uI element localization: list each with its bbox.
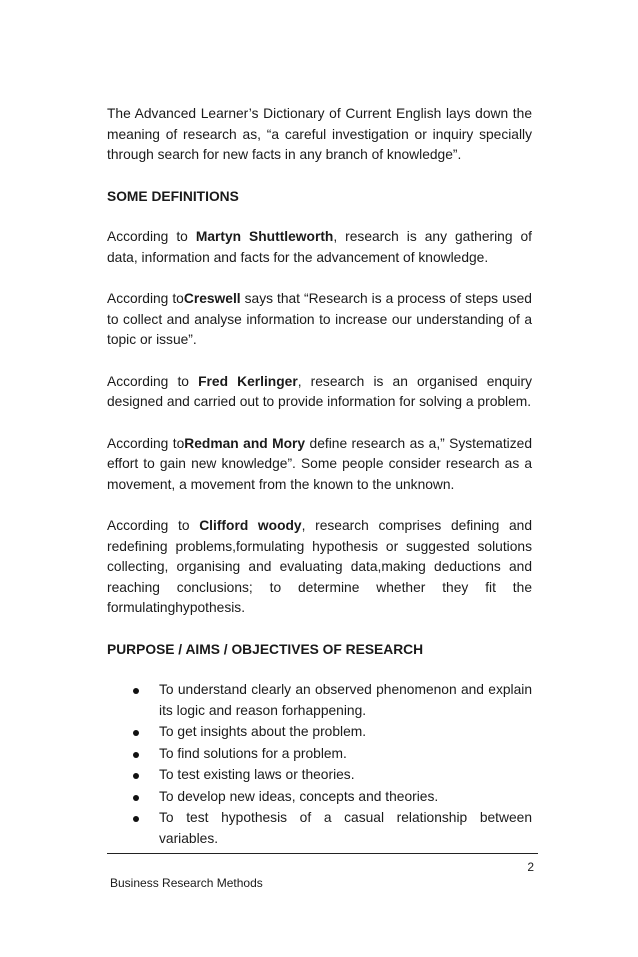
definition-text: , research is an organised enquiry designed and carried out to provide information for solving a problem. xyxy=(107,373,532,409)
definition-text: says that “Research is a process of steps used to collect and analyse information to increase our understanding of a topic or issue”. xyxy=(107,291,532,347)
footer-divider xyxy=(107,853,538,854)
definition-lead: According to xyxy=(107,435,185,451)
definition-lead: According to xyxy=(107,373,199,389)
definition-author: Creswell xyxy=(183,291,241,306)
footer-title: Business Research Methods xyxy=(110,876,263,890)
definitions-heading: SOME DEFINITIONS xyxy=(107,188,239,204)
definition-paragraph xyxy=(107,372,532,413)
definition-lead: According to xyxy=(107,291,184,306)
aims-list xyxy=(107,680,532,849)
definition-text: , research comprises defining and redefining problems,formulating hypothesis or suggested solutions collecting, organising and evaluating data,making deductions and reaching conclusions; to determine whether they fit the formulatinghypothesis. xyxy=(107,518,533,615)
definition-author: Redman and Mory xyxy=(184,435,306,451)
list-item xyxy=(159,808,532,849)
definition-paragraph xyxy=(107,227,532,268)
list-item-text: To test existing laws or theories. xyxy=(159,767,355,782)
list-item xyxy=(159,722,532,743)
definition-text: define research as a,” Systematized effort to gain new knowledge”. Some people consider research as a movement, a movement from the known to the unknown. xyxy=(107,435,532,492)
definition-lead: According to xyxy=(107,518,200,533)
list-item xyxy=(159,787,532,808)
list-item-text: To get insights about the problem. xyxy=(159,724,367,739)
bullet-icon xyxy=(133,730,139,736)
definition-lead: According to xyxy=(107,229,196,244)
page-content xyxy=(107,104,532,850)
page-number: 2 xyxy=(527,860,534,874)
list-item xyxy=(159,744,532,765)
bullet-icon xyxy=(133,795,139,801)
list-item-text: To test hypothesis of a casual relationship between variables. xyxy=(159,810,532,846)
definition-author: Clifford woody xyxy=(199,518,302,533)
list-item-text: To find solutions for a problem. xyxy=(159,745,347,761)
bullet-icon xyxy=(133,688,139,694)
intro-paragraph: The Advanced Learner’s Dictionary of Current English lays down the meaning of research as, “a careful investigation or inquiry specially through search for new facts in any branch of knowledge”. xyxy=(107,106,532,162)
definition-author: Martyn Shuttleworth xyxy=(195,229,334,244)
bullet-icon xyxy=(133,752,139,758)
bullet-icon xyxy=(133,773,139,779)
definition-text: , research is any gathering of data, information and facts for the advancement of knowledge. xyxy=(107,229,532,265)
definition-author: Fred Kerlinger xyxy=(198,373,298,389)
definition-paragraph xyxy=(107,434,532,496)
bullet-icon xyxy=(133,816,139,822)
purpose-heading: PURPOSE / AIMS / OBJECTIVES OF RESEARCH xyxy=(107,641,424,657)
definition-paragraph xyxy=(107,289,532,351)
definition-paragraph xyxy=(107,516,532,619)
list-item-text: To develop new ideas, concepts and theories. xyxy=(159,788,439,804)
list-item-text: To understand clearly an observed phenomenon and explain its logic and reason forhappening. xyxy=(159,682,532,718)
list-item xyxy=(159,765,532,786)
list-item xyxy=(159,680,532,721)
